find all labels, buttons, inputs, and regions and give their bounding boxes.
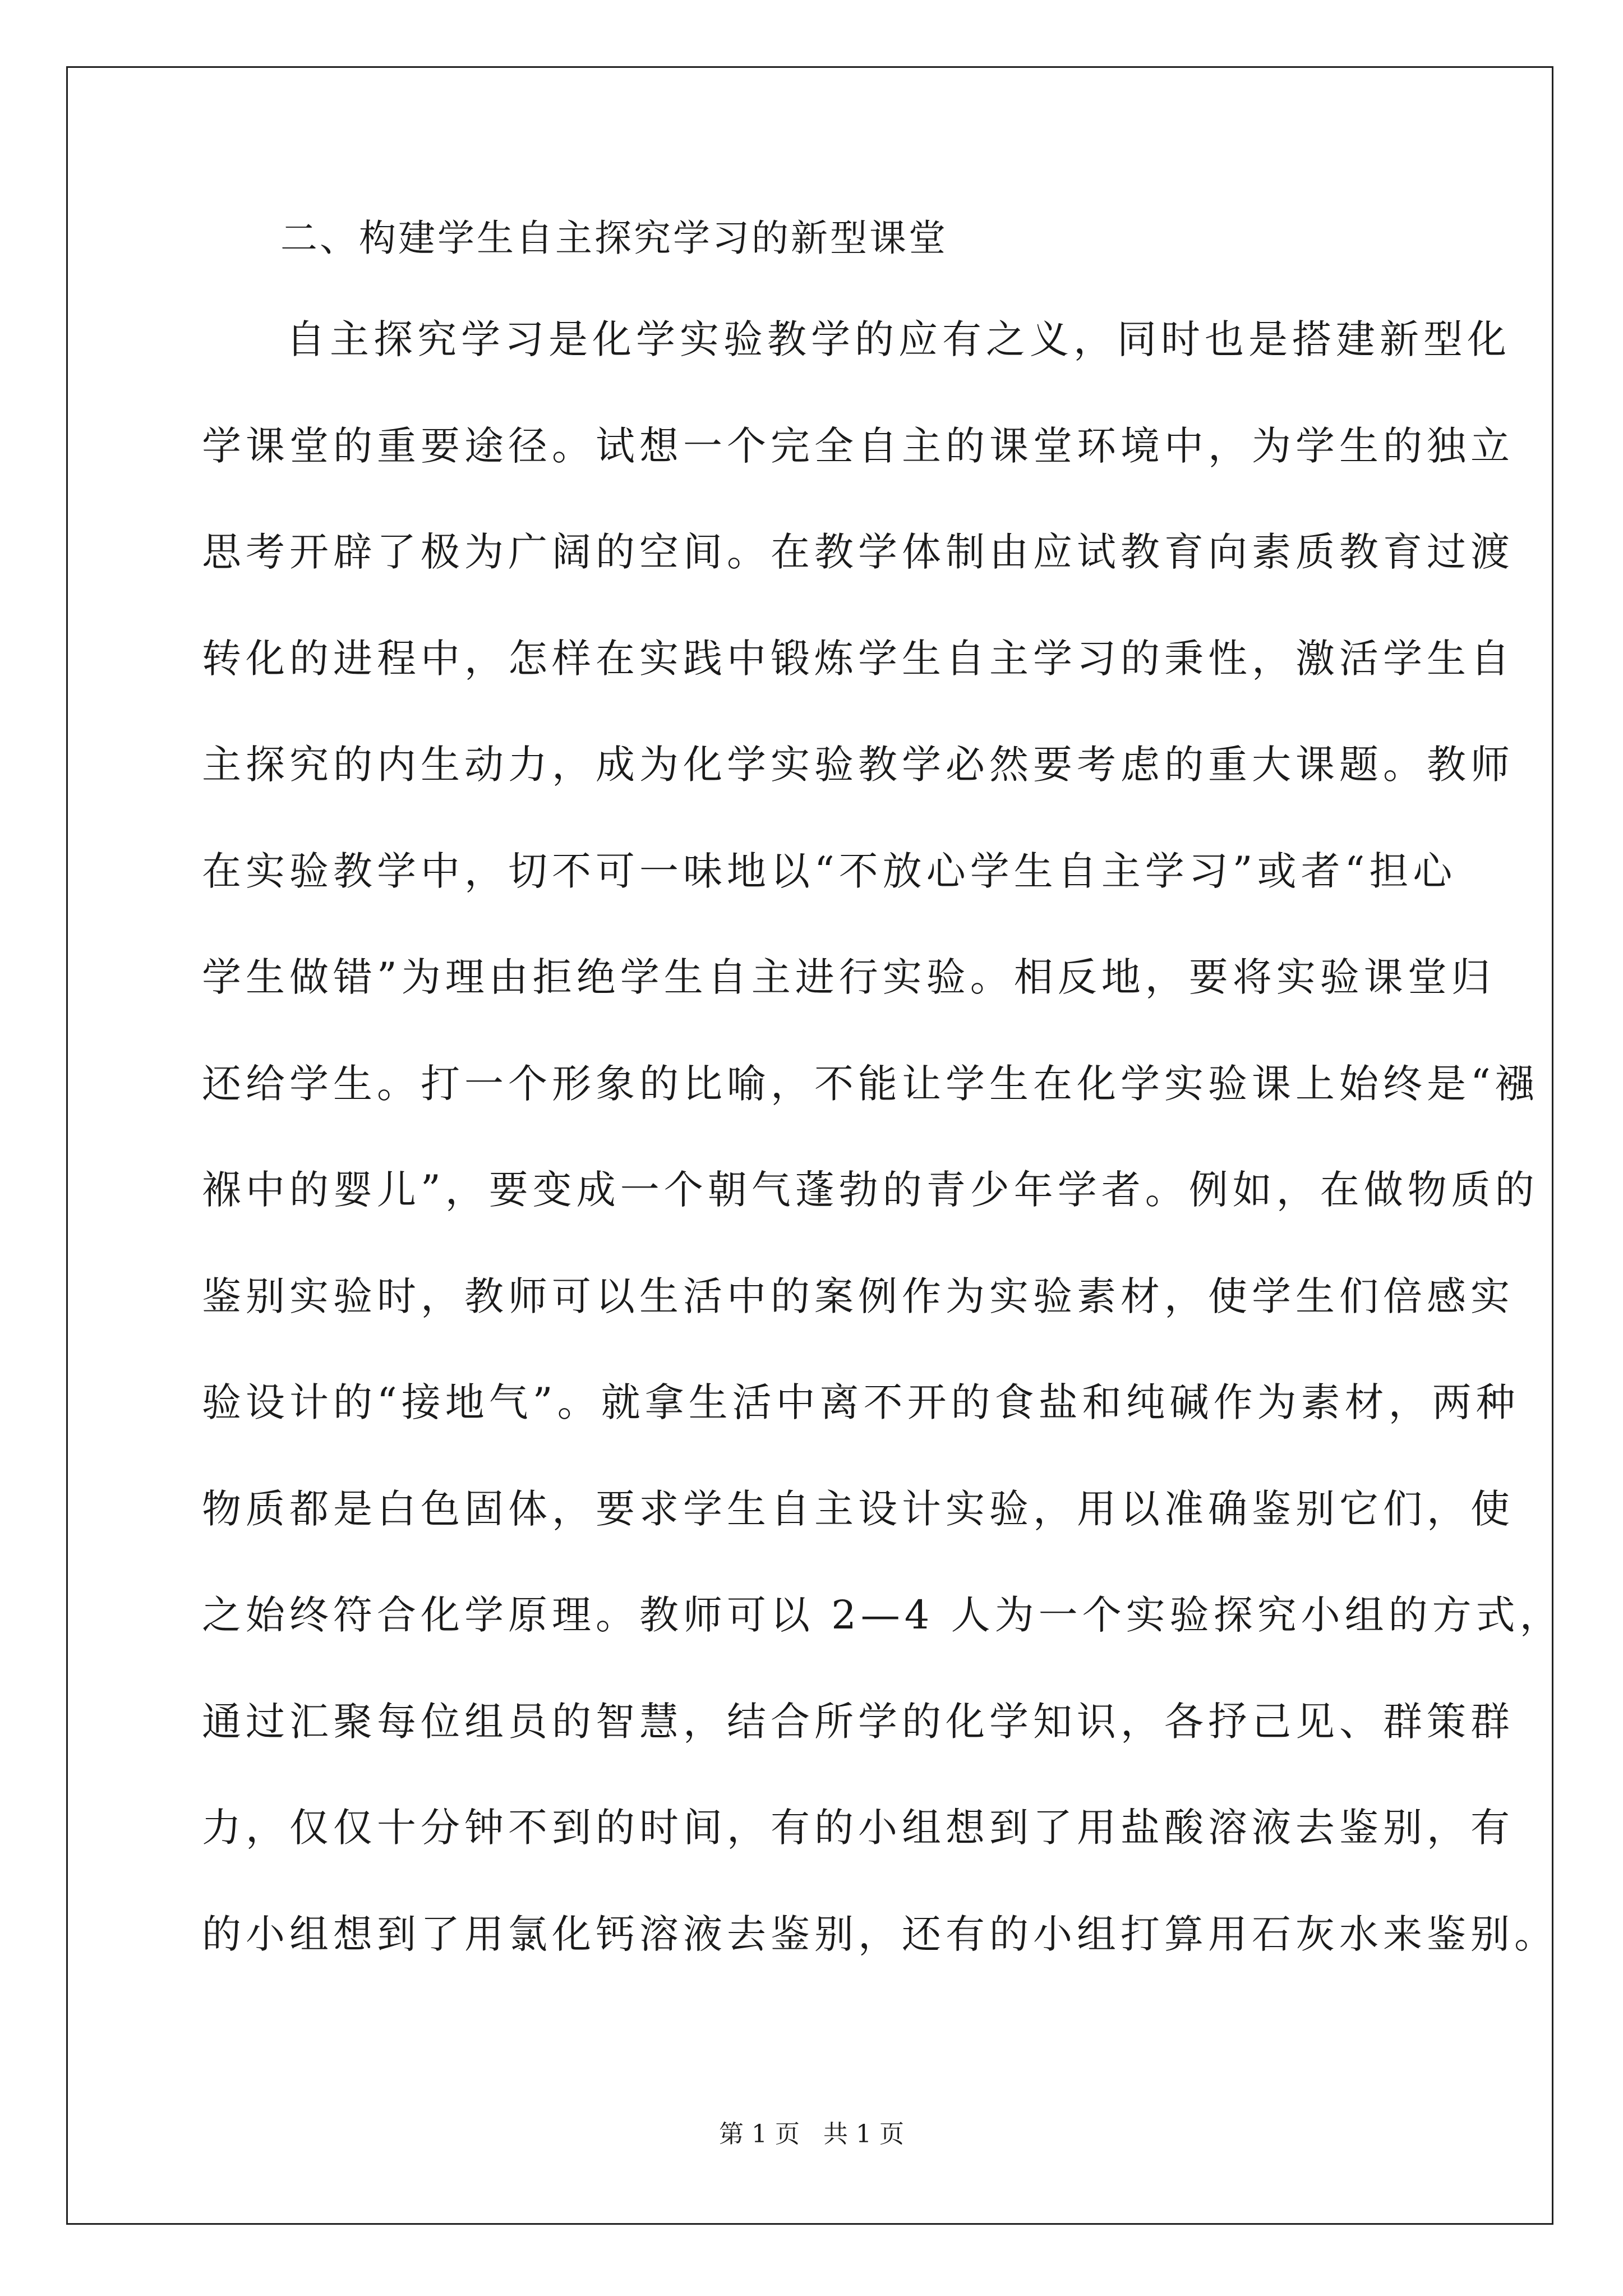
paragraph-line: 之始终符合化学原理。教师可以 2—4 人为一个实验探究小组的方式， — [202, 1592, 1564, 1638]
paragraph-line: 的小组想到了用氯化钙溶液去鉴别，还有的小组打算用石灰水来鉴别。 — [202, 1911, 1558, 1957]
document-body — [202, 210, 1564, 2012]
paragraph-line: 鉴别实验时，教师可以生活中的案例作为实验素材，使学生们倍感实 — [202, 1273, 1514, 1319]
body-paragraph — [202, 311, 1564, 2012]
paragraph-line: 学课堂的重要途径。试想一个完全自主的课堂环境中，为学生的独立 — [202, 422, 1514, 469]
paragraph-line: 在实验教学中，切不可一味地以“不放心学生自主学习”或者“担心 — [202, 848, 1457, 894]
paragraph-line: 通过汇聚每位组员的智慧，结合所学的化学知识，各抒己见、群策群 — [202, 1698, 1514, 1745]
paragraph-line: 褓中的婴儿”，要变成一个朝气蓬勃的青少年学者。例如，在做物质的 — [202, 1167, 1539, 1213]
paragraph-line: 学生做错”为理由拒绝学生自主进行实验。相反地，要将实验课堂归 — [202, 954, 1495, 1000]
paragraph-line: 转化的进程中，怎样在实践中锻炼学生自主学习的秉性，激活学生自 — [202, 635, 1514, 682]
paragraph-line: 物质都是白色固体，要求学生自主设计实验，用以准确鉴别它们，使 — [202, 1485, 1514, 1532]
paragraph-line: 验设计的“接地气”。就拿生活中离不开的食盐和纯碱作为素材，两种 — [202, 1379, 1520, 1425]
paragraph-line: 思考开辟了极为广阔的空间。在教学体制由应试教育向素质教育过渡 — [202, 529, 1514, 575]
section-heading: 二、构建学生自主探究学习的新型课堂 — [280, 217, 948, 260]
paragraph-line: 还给学生。打一个形象的比喻，不能让学生在化学实验课上始终是“襁 — [202, 1060, 1539, 1107]
paragraph-line: 自主探究学习是化学实验教学的应有之义，同时也是搭建新型化 — [286, 316, 1511, 362]
paragraph-line: 力，仅仅十分钟不到的时间，有的小组想到了用盐酸溶液去鉴别，有 — [202, 1805, 1514, 1851]
paragraph-line: 主探究的内生动力，成为化学实验教学必然要考虑的重大课题。教师 — [202, 742, 1514, 788]
page-footer: 第 1 页 共 1 页 — [719, 2120, 904, 2148]
